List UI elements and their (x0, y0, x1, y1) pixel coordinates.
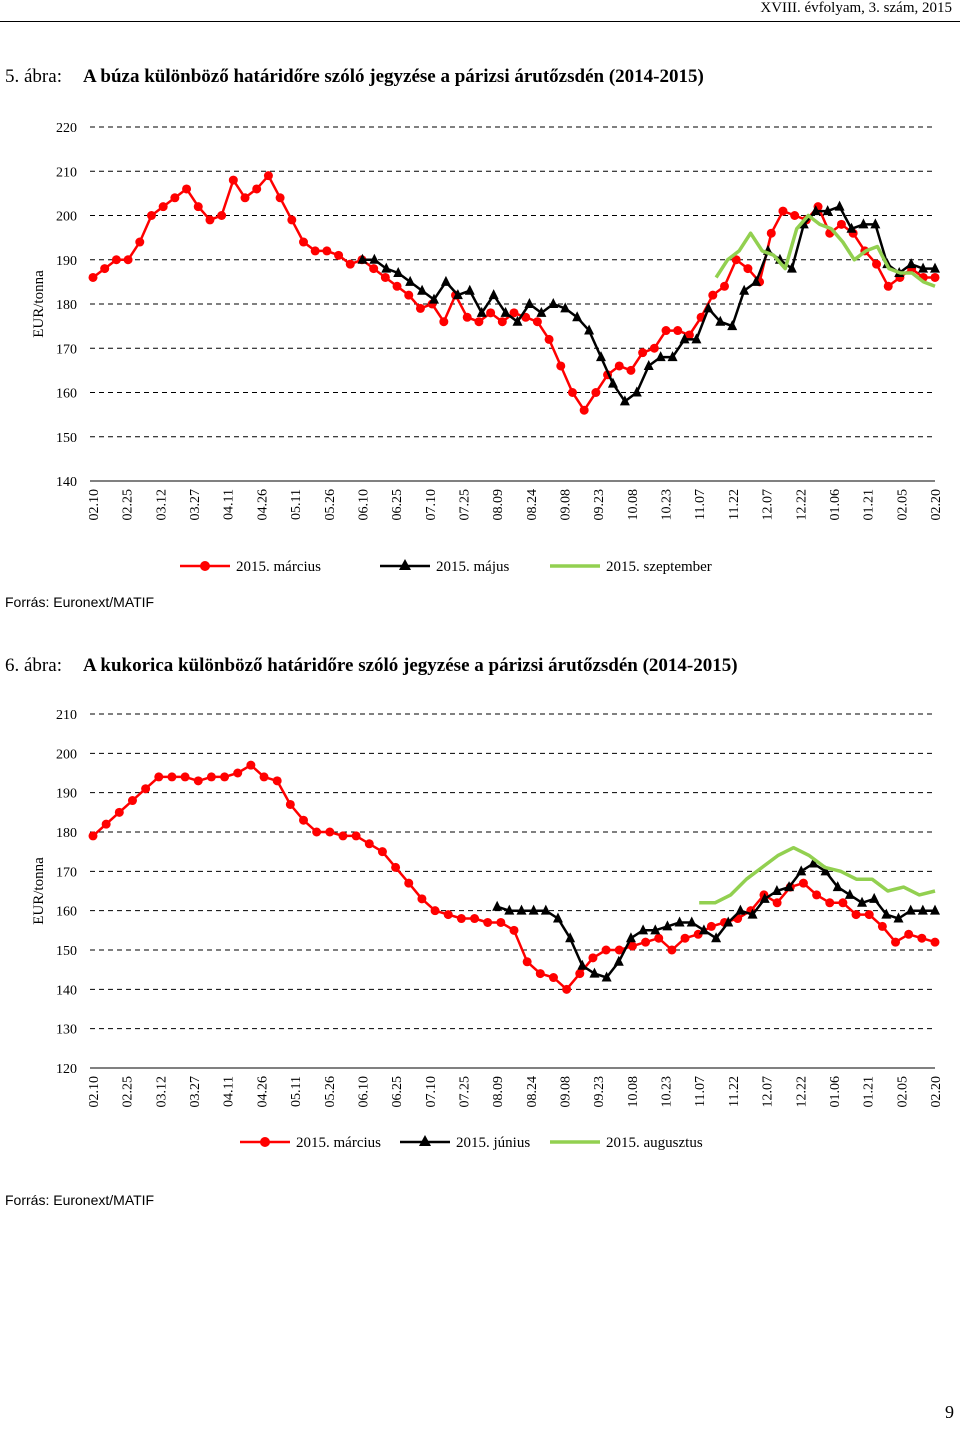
y-axis-title: EUR/tonna (31, 857, 47, 925)
data-point-red (365, 839, 374, 848)
data-point-red (89, 831, 98, 840)
journal-issue-header: XVIII. évfolyam, 3. szám, 2015 (760, 0, 952, 16)
y-tick-label: 120 (56, 1062, 77, 1077)
x-tick-label: 11.22 (726, 1076, 742, 1107)
data-point-red (588, 953, 597, 962)
data-point-red (667, 946, 676, 955)
data-point-red (102, 820, 111, 829)
data-point-red (312, 828, 321, 837)
data-point-red (233, 769, 242, 778)
data-point-red (825, 898, 834, 907)
data-point-red (865, 910, 874, 919)
x-tick-label: 06.25 (390, 1076, 406, 1108)
x-tick-label: 02.10 (87, 1076, 102, 1108)
legend-label: 2015. szeptember (606, 559, 712, 575)
data-point-red (273, 776, 282, 785)
x-tick-label: 02.25 (120, 1076, 136, 1108)
x-tick-label: 02.20 (929, 1076, 944, 1108)
data-point-red (299, 816, 308, 825)
figure5-caption: A búza különböző határidőre szóló jegyzése a párizsi árutőzsdén (2014-2015) (83, 66, 704, 87)
x-tick-label: 04.26 (255, 489, 271, 521)
data-point-red (338, 831, 347, 840)
legend-entry (550, 1135, 703, 1151)
data-point-red (602, 946, 611, 955)
legend-marker (260, 1137, 270, 1147)
x-tick-label: 12.07 (760, 1076, 776, 1108)
x-tick-label: 10.08 (625, 489, 641, 521)
data-point-red (154, 772, 163, 781)
x-tick-label: 10.08 (625, 1076, 641, 1108)
data-point-black (869, 893, 879, 903)
x-tick-label: 08.09 (491, 1076, 507, 1108)
figure5-number: 5. ábra: (5, 66, 62, 87)
data-point-red (431, 906, 440, 915)
x-tick-label: 06.25 (390, 489, 406, 521)
x-tick-label: 09.23 (592, 1076, 608, 1108)
data-point-red (707, 922, 716, 931)
y-tick-label: 180 (56, 826, 77, 841)
data-point-black (735, 905, 745, 915)
y-tick-label: 160 (56, 386, 77, 402)
x-tick-label: 05.26 (322, 489, 338, 521)
data-point-red (286, 800, 295, 809)
y-tick-label: 180 (56, 298, 77, 313)
data-point-red (891, 938, 900, 947)
y-tick-label: 190 (56, 253, 77, 269)
data-point-red (812, 890, 821, 899)
x-tick-label: 02.05 (895, 1076, 911, 1108)
x-tick-label: 12.07 (760, 489, 776, 521)
x-tick-label: 02.25 (120, 489, 136, 521)
data-point-red (352, 831, 361, 840)
data-point-red (325, 828, 334, 837)
x-tick-label: 12.22 (794, 1076, 810, 1108)
x-tick-label: 02.20 (929, 489, 944, 521)
data-point-red (654, 934, 663, 943)
x-tick-label: 01.06 (827, 1076, 843, 1108)
figure6-caption: A kukorica különböző határidőre szóló jegyzése a párizsi árutőzsdén (2014-2015) (83, 655, 738, 676)
data-point-red (904, 930, 913, 939)
series-line-red (93, 765, 935, 989)
data-point-red (799, 879, 808, 888)
x-tick-label: 04.11 (221, 1076, 237, 1107)
x-tick-label: 08.24 (524, 489, 540, 521)
legend-marker (419, 1135, 431, 1146)
y-tick-label: 220 (56, 121, 77, 136)
y-tick-label: 200 (56, 747, 77, 763)
data-point-red (404, 879, 413, 888)
data-point-red (773, 898, 782, 907)
data-point-red (115, 808, 124, 817)
data-point-red (220, 772, 229, 781)
data-point-red (194, 776, 203, 785)
y-tick-label: 190 (56, 786, 77, 802)
data-point-red (549, 973, 558, 982)
y-tick-label: 170 (56, 342, 77, 358)
figure6-number: 6. ábra: (5, 655, 62, 676)
data-point-red (457, 914, 466, 923)
data-point-red (536, 969, 545, 978)
x-tick-label: 03.27 (188, 489, 204, 521)
x-tick-label: 05.11 (289, 1076, 305, 1107)
x-tick-label: 09.23 (592, 489, 608, 521)
x-tick-label: 10.23 (659, 1076, 675, 1108)
x-tick-label: 01.21 (861, 489, 877, 521)
data-point-red (510, 926, 519, 935)
x-tick-label: 08.09 (491, 489, 507, 521)
legend-label: 2015. június (456, 1135, 531, 1151)
x-tick-label: 02.05 (895, 489, 911, 521)
x-tick-label: 05.11 (289, 489, 305, 520)
x-tick-label: 10.23 (659, 489, 675, 521)
data-point-red (562, 985, 571, 994)
data-point-red (181, 772, 190, 781)
x-tick-label: 02.10 (87, 489, 102, 521)
data-point-red (681, 934, 690, 943)
data-point-red (523, 957, 532, 966)
data-point-red (246, 761, 255, 770)
legend-label: 2015. augusztus (606, 1135, 703, 1151)
y-tick-label: 200 (56, 209, 77, 225)
legend-label: 2015. március (296, 1135, 381, 1151)
x-tick-label: 08.24 (524, 1076, 540, 1108)
x-tick-label: 11.22 (726, 489, 742, 520)
x-tick-label: 07.10 (423, 1076, 439, 1108)
x-tick-label: 01.21 (861, 1076, 877, 1108)
y-tick-label: 130 (56, 1022, 77, 1038)
data-point-red (483, 918, 492, 927)
data-point-red (378, 847, 387, 856)
data-point-red (417, 894, 426, 903)
x-tick-label: 07.25 (457, 1076, 473, 1108)
data-point-red (128, 796, 137, 805)
x-tick-label: 06.10 (356, 489, 372, 521)
x-tick-label: 01.06 (827, 489, 843, 521)
data-point-black (492, 901, 502, 911)
data-point-red (917, 934, 926, 943)
x-tick-label: 03.12 (154, 1076, 170, 1108)
x-tick-label: 04.11 (221, 489, 237, 520)
x-tick-label: 05.26 (322, 1076, 338, 1108)
data-point-red (141, 784, 150, 793)
data-point-red (838, 898, 847, 907)
x-tick-label: 09.08 (558, 1076, 574, 1108)
y-tick-label: 210 (56, 708, 77, 723)
x-tick-label: 11.07 (693, 1076, 709, 1107)
figure6-source: Forrás: Euronext/MATIF (5, 1192, 155, 1208)
x-tick-label: 07.10 (423, 489, 439, 521)
y-tick-label: 140 (56, 475, 77, 490)
x-tick-label: 06.10 (356, 1076, 372, 1108)
figure5-source: Forrás: Euronext/MATIF (5, 594, 155, 610)
legend-label: 2015. március (236, 559, 321, 575)
legend-label: 2015. május (436, 559, 510, 575)
x-tick-label: 12.22 (794, 489, 810, 521)
y-tick-label: 150 (56, 944, 77, 959)
legend-entry (400, 1135, 530, 1151)
y-tick-label: 160 (56, 904, 77, 920)
data-point-red (444, 910, 453, 919)
y-axis-title: EUR/tonna (31, 270, 47, 338)
data-point-red (470, 914, 479, 923)
y-tick-label: 150 (56, 430, 77, 446)
y-tick-label: 210 (56, 165, 77, 181)
data-point-red (641, 938, 650, 947)
data-point-red (575, 969, 584, 978)
x-tick-label: 09.08 (558, 489, 574, 521)
data-point-red (391, 863, 400, 872)
x-tick-label: 11.07 (693, 489, 709, 520)
data-point-red (852, 910, 861, 919)
data-point-red (207, 772, 216, 781)
y-tick-label: 140 (56, 983, 77, 999)
legend-entry (240, 1135, 381, 1151)
x-tick-label: 03.12 (154, 489, 170, 521)
data-point-red (496, 918, 505, 927)
data-point-red (931, 938, 940, 947)
page-number: 9 (945, 1402, 954, 1422)
x-tick-label: 07.25 (457, 489, 473, 521)
data-point-red (260, 772, 269, 781)
y-tick-label: 170 (56, 865, 77, 881)
x-tick-label: 04.26 (255, 1076, 271, 1108)
data-point-red (878, 922, 887, 931)
data-point-red (167, 772, 176, 781)
x-tick-label: 03.27 (188, 1076, 204, 1108)
